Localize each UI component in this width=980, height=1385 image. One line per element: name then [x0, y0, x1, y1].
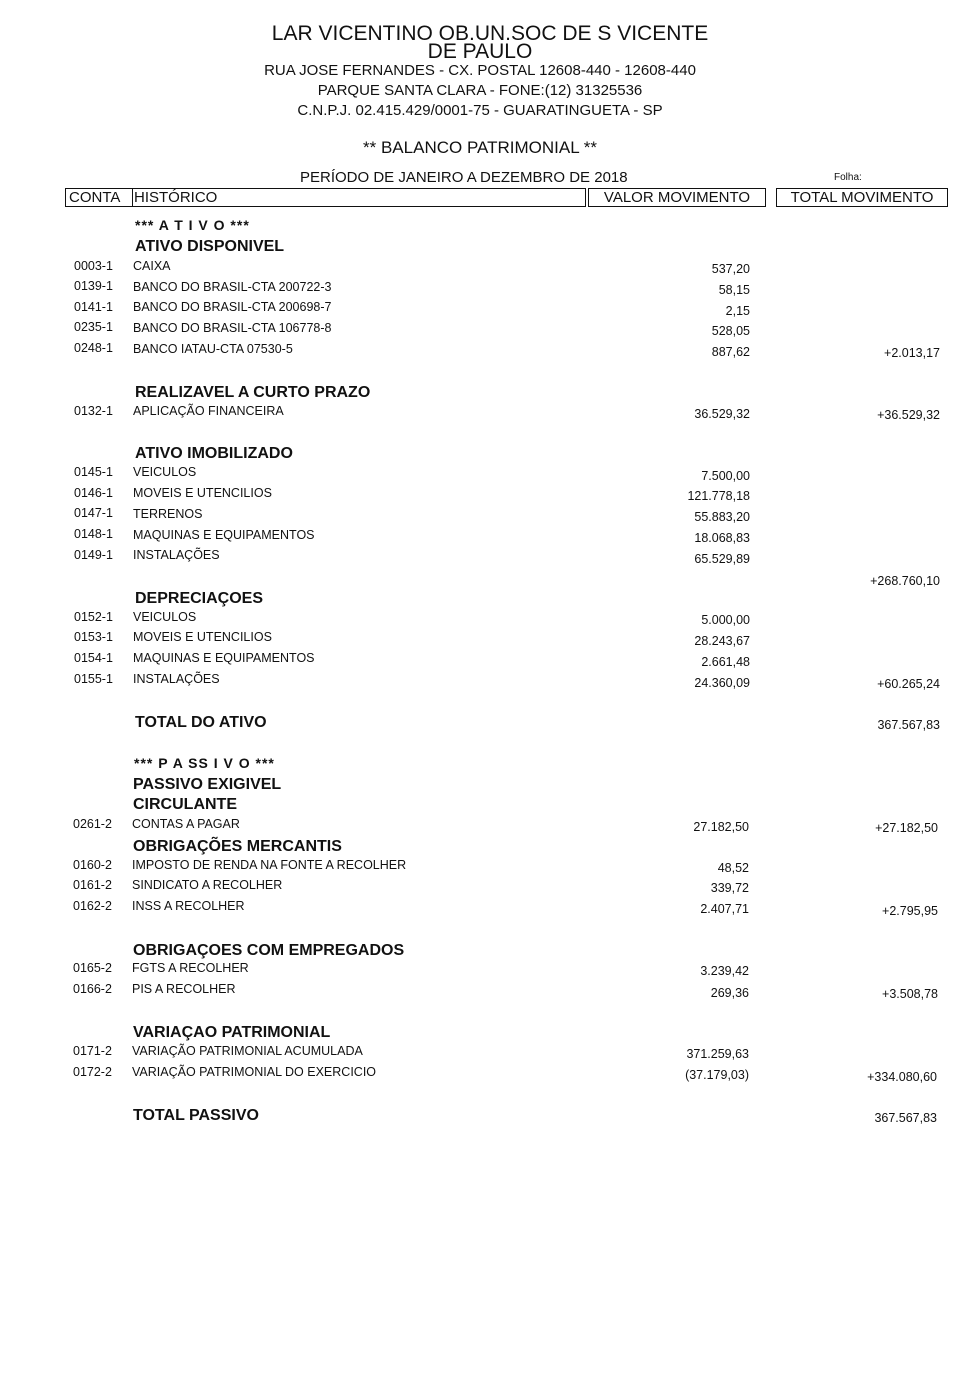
column-header-conta: CONTA — [65, 188, 133, 207]
account-value: 339,72 — [710, 881, 749, 895]
account-description: VARIAÇÃO PATRIMONIAL ACUMULADA — [132, 1044, 363, 1058]
account-value: (37.179,03) — [685, 1068, 749, 1082]
account-code: 0155-1 — [74, 672, 113, 686]
account-description: BANCO IATAU-CTA 07530-5 — [133, 342, 293, 356]
section-title: OBRIGAÇÕES MERCANTIS — [133, 838, 342, 855]
account-description: VEICULOS — [133, 465, 197, 479]
account-description: BANCO DO BRASIL-CTA 200698-7 — [133, 300, 332, 314]
account-code: 0235-1 — [74, 320, 113, 334]
section-total: +27.182,50 — [875, 821, 938, 835]
section-title: VARIAÇAO PATRIMONIAL — [133, 1024, 331, 1041]
section-total: +2.795,95 — [882, 904, 938, 918]
ativo-heading: *** A T I V O *** — [135, 217, 250, 233]
section-total: +268.760,10 — [870, 574, 940, 588]
account-code: 0148-1 — [74, 527, 113, 541]
column-header-total: TOTAL MOVIMENTO — [776, 188, 948, 207]
section-total: +36.529,32 — [877, 408, 940, 422]
account-value: 27.182,50 — [693, 820, 749, 834]
account-value: 528,05 — [711, 324, 750, 338]
report-period: PERÍODO DE JANEIRO A DEZEMBRO DE 2018 — [300, 169, 628, 186]
account-description: CAIXA — [133, 259, 171, 273]
account-code: 0261-2 — [73, 817, 112, 831]
section-total: +3.508,78 — [882, 987, 938, 1001]
account-description: SINDICATO A RECOLHER — [132, 878, 283, 892]
account-value: 55.883,20 — [694, 510, 750, 524]
account-description: MAQUINAS E EQUIPAMENTOS — [133, 528, 315, 542]
account-value: 58,15 — [718, 283, 750, 297]
account-code: 0248-1 — [74, 341, 113, 355]
account-code: 0161-2 — [73, 878, 112, 892]
account-description: MOVEIS E UTENCILIOS — [133, 630, 272, 644]
account-value: 7.500,00 — [701, 469, 750, 483]
account-description: APLICAÇÃO FINANCEIRA — [133, 404, 284, 418]
total-passivo-value: 367.567,83 — [874, 1111, 937, 1125]
account-description: VARIAÇÃO PATRIMONIAL DO EXERCICIO — [132, 1065, 377, 1079]
account-value: 887,62 — [711, 345, 750, 359]
account-code: 0139-1 — [74, 279, 113, 293]
account-value: 65.529,89 — [694, 552, 750, 566]
section-title: PASSIVO EXIGIVEL — [133, 776, 282, 793]
account-value: 24.360,09 — [694, 676, 750, 690]
account-code: 0003-1 — [74, 259, 113, 273]
folha-label: Folha: — [834, 172, 862, 183]
account-code: 0152-1 — [74, 610, 113, 624]
account-code: 0149-1 — [74, 548, 113, 562]
section-title: ATIVO DISPONIVEL — [135, 238, 285, 255]
report-title: ** BALANCO PATRIMONIAL ** — [363, 138, 597, 157]
section-title: ATIVO IMOBILIZADO — [135, 445, 293, 462]
account-code: 0153-1 — [74, 630, 113, 644]
account-description: BANCO DO BRASIL-CTA 106778-8 — [133, 321, 332, 335]
section-title: REALIZAVEL A CURTO PRAZO — [135, 384, 371, 401]
section-total: +2.013,17 — [884, 346, 940, 360]
account-code: 0165-2 — [73, 961, 112, 975]
account-description: INSTALAÇÕES — [133, 548, 220, 562]
account-value: 18.068,83 — [694, 531, 750, 545]
account-code: 0172-2 — [73, 1065, 112, 1079]
total-ativo-value: 367.567,83 — [877, 718, 940, 732]
account-code: 0141-1 — [74, 300, 113, 314]
account-code: 0171-2 — [73, 1044, 112, 1058]
organization-name: LAR VICENTINO OB.UN.SOC DE S VICENTE — [271, 22, 709, 45]
total-passivo-label: TOTAL PASSIVO — [133, 1107, 259, 1124]
account-description: INSTALAÇÕES — [133, 672, 220, 686]
account-description: PIS A RECOLHER — [132, 982, 236, 996]
account-value: 5.000,00 — [701, 613, 750, 627]
organization-name-cont: DE PAULO — [427, 40, 533, 63]
column-header-historico: HISTÓRICO — [131, 188, 586, 207]
account-value: 269,36 — [710, 986, 749, 1000]
account-value: 537,20 — [711, 262, 750, 276]
account-description: IMPOSTO DE RENDA NA FONTE A RECOLHER — [132, 858, 407, 872]
section-title: CIRCULANTE — [133, 796, 237, 813]
passivo-heading: *** P A SS I V O *** — [134, 755, 275, 771]
address-line: RUA JOSE FERNANDES - CX. POSTAL 12608-440 - 12608-440 — [264, 62, 696, 79]
section-title: DEPRECIAÇOES — [135, 590, 264, 607]
account-code: 0145-1 — [74, 465, 113, 479]
account-description: TERRENOS — [133, 507, 203, 521]
column-header-valor: VALOR MOVIMENTO — [588, 188, 766, 207]
account-code: 0132-1 — [74, 404, 113, 418]
account-value: 3.239,42 — [700, 964, 749, 978]
account-description: MAQUINAS E EQUIPAMENTOS — [133, 651, 315, 665]
account-description: MOVEIS E UTENCILIOS — [133, 486, 272, 500]
account-value: 2,15 — [725, 304, 750, 318]
account-code: 0147-1 — [74, 506, 113, 520]
account-description: BANCO DO BRASIL-CTA 200722-3 — [133, 280, 332, 294]
account-description: CONTAS A PAGAR — [132, 817, 240, 831]
total-ativo-label: TOTAL DO ATIVO — [135, 714, 267, 731]
account-value: 2.661,48 — [701, 655, 750, 669]
account-code: 0166-2 — [73, 982, 112, 996]
account-description: INSS A RECOLHER — [132, 899, 245, 913]
section-total: +60.265,24 — [877, 677, 940, 691]
account-code: 0154-1 — [74, 651, 113, 665]
account-value: 121.778,18 — [687, 489, 750, 503]
account-code: 0160-2 — [73, 858, 112, 872]
account-value: 36.529,32 — [694, 407, 750, 421]
section-total: +334.080,60 — [867, 1070, 937, 1084]
account-code: 0146-1 — [74, 486, 113, 500]
section-title: OBRIGAÇOES COM EMPREGADOS — [133, 942, 405, 959]
district-phone-line: PARQUE SANTA CLARA - FONE:(12) 31325536 — [317, 82, 643, 99]
cnpj-line: C.N.P.J. 02.415.429/0001-75 - GUARATINGUETA - SP — [297, 102, 663, 119]
account-value: 2.407,71 — [700, 902, 749, 916]
account-description: VEICULOS — [133, 610, 197, 624]
account-value: 48,52 — [717, 861, 749, 875]
account-value: 371.259,63 — [686, 1047, 749, 1061]
account-value: 28.243,67 — [694, 634, 750, 648]
account-code: 0162-2 — [73, 899, 112, 913]
account-description: FGTS A RECOLHER — [132, 961, 249, 975]
